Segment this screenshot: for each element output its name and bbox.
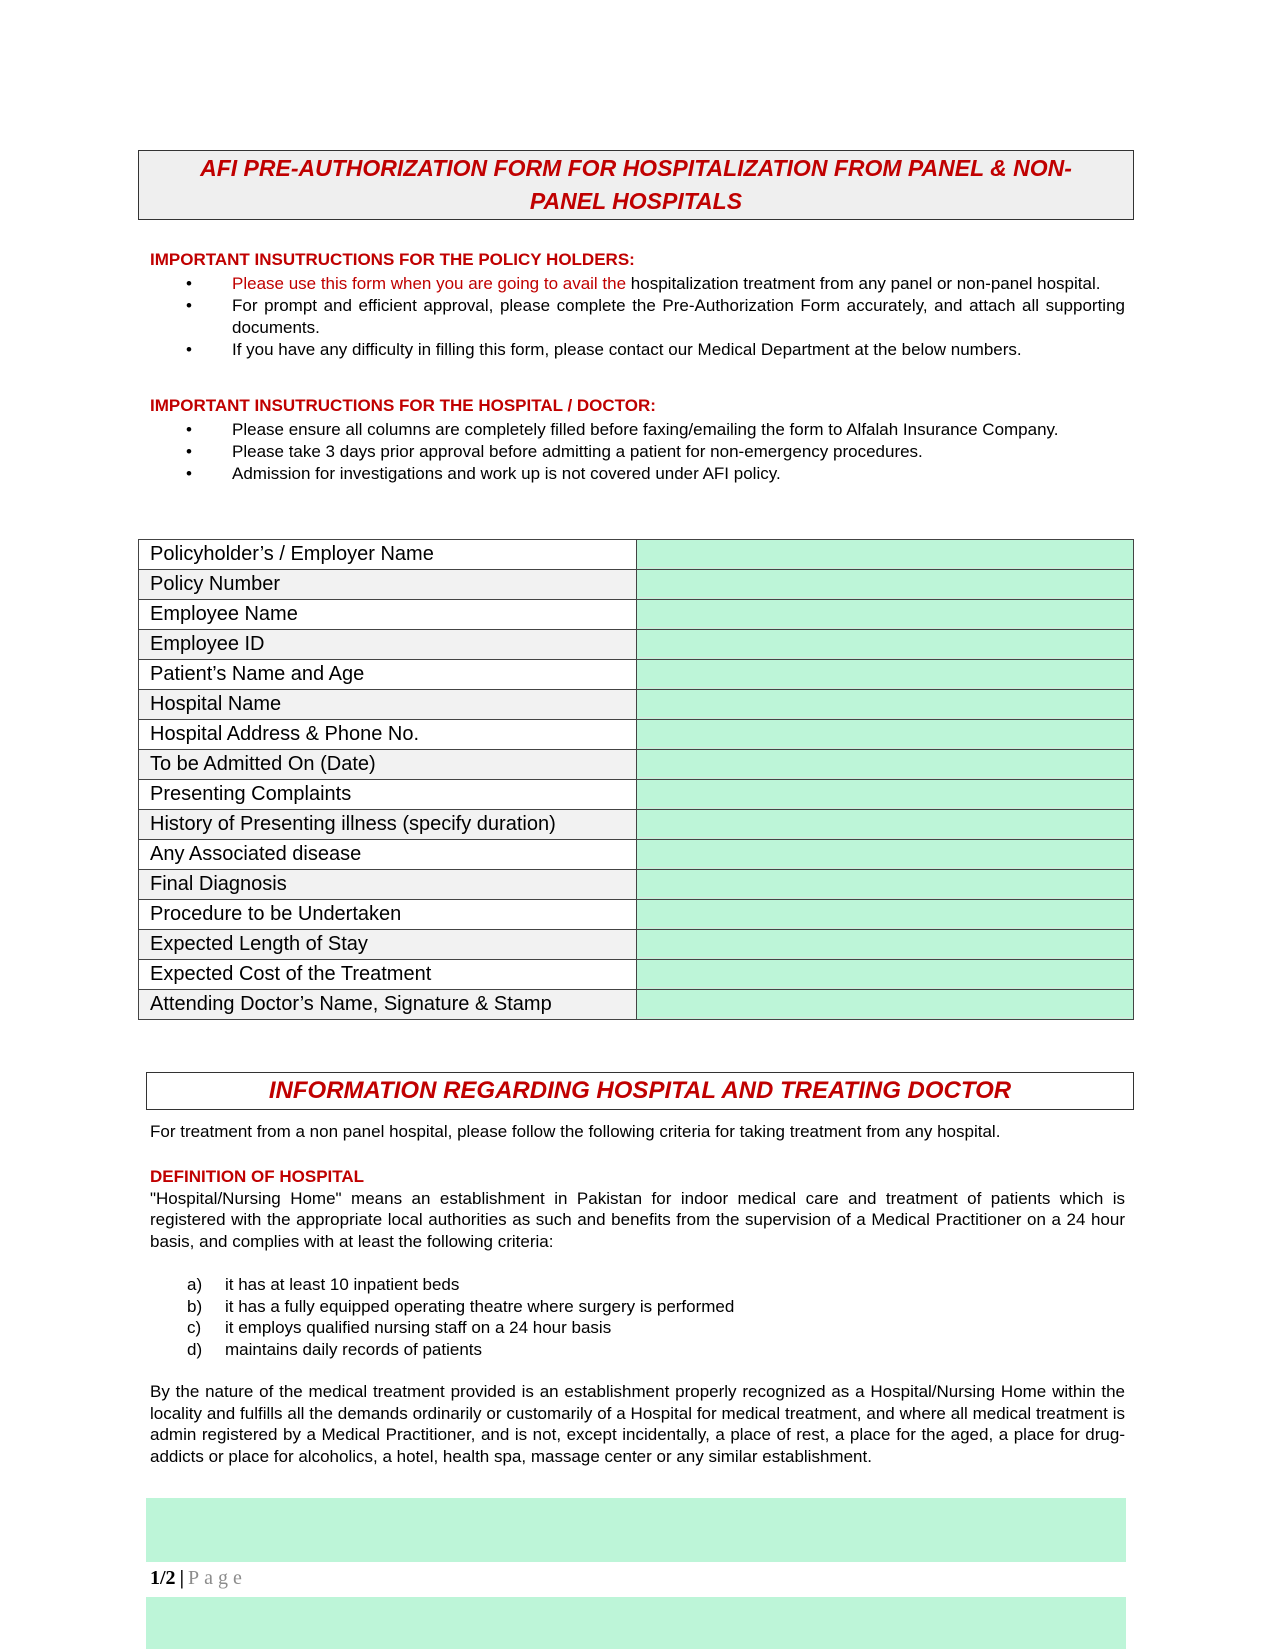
hospital-doctor-heading: IMPORTANT INSUTRUCTIONS FOR THE HOSPITAL / DOCTOR:	[150, 396, 656, 415]
green-fill-area-bottom[interactable]	[146, 1597, 1126, 1649]
field-input[interactable]	[637, 570, 1134, 600]
criteria-text: it has at least 10 inpatient beds	[225, 1275, 460, 1294]
field-label: Attending Doctor’s Name, Signature & Stamp	[139, 990, 637, 1020]
field-input[interactable]	[637, 840, 1134, 870]
field-input[interactable]	[637, 870, 1134, 900]
criteria-text: maintains daily records of patients	[225, 1339, 483, 1359]
field-label: Hospital Address & Phone No.	[139, 720, 637, 750]
table-row	[139, 630, 1134, 660]
list-item	[150, 1317, 1050, 1339]
table-row	[139, 720, 1134, 750]
policy-holders-list	[150, 273, 1125, 361]
field-label: Any Associated disease	[139, 840, 637, 870]
field-input[interactable]	[637, 720, 1134, 750]
hospital-doctor-instructions	[150, 395, 1125, 485]
list-item	[150, 273, 1125, 295]
field-label: Procedure to be Undertaken	[139, 900, 637, 930]
table-row	[139, 750, 1134, 780]
field-label: Policyholder’s / Employer Name	[139, 540, 637, 570]
field-input[interactable]	[637, 960, 1134, 990]
bullet-icon: •	[186, 442, 192, 461]
list-letter: b)	[187, 1296, 203, 1316]
field-label: To be Admitted On (Date)	[139, 750, 637, 780]
instruction-text: If you have any difficulty in filling this form, please contact our Medical Department at the below numbers.	[232, 340, 1022, 359]
table-row	[139, 840, 1134, 870]
table-row	[139, 540, 1134, 570]
criteria-text: it has a fully equipped operating theatre where surgery is performed	[225, 1296, 735, 1316]
table-row	[139, 960, 1134, 990]
instruction-text: For prompt and efficient approval, please complete the Pre-Authorization Form accurately, and attach all supporting documents.	[232, 296, 1125, 337]
instruction-text-red: Please use this form when you are going to avail the	[232, 274, 627, 293]
page-word: Page	[187, 1567, 247, 1589]
policy-holders-heading: IMPORTANT INSUTRUCTIONS FOR THE POLICY HOLDERS:	[150, 250, 635, 269]
field-input[interactable]	[637, 780, 1134, 810]
table-row	[139, 690, 1134, 720]
page-footer	[150, 1567, 247, 1590]
list-item	[150, 295, 1125, 339]
bullet-icon: •	[186, 296, 192, 315]
field-label: Employee ID	[139, 630, 637, 660]
field-label: Final Diagnosis	[139, 870, 637, 900]
field-input[interactable]	[637, 600, 1134, 630]
bullet-icon: •	[186, 464, 192, 483]
policy-holders-instructions	[150, 249, 1125, 361]
table-row	[139, 810, 1134, 840]
list-letter: c)	[187, 1318, 202, 1337]
field-input[interactable]	[637, 990, 1134, 1020]
bullet-icon: •	[186, 420, 192, 439]
info-intro: For treatment from a non panel hospital, please follow the following criteria for taking treatment from any hospital.	[150, 1122, 1001, 1141]
green-fill-area[interactable]	[146, 1498, 1126, 1562]
closing-paragraph: By the nature of the medical treatment provided is an establishment properly recognized as a Hospital/Nursing Home within the locality and fulfills all the demands ordinarily or customarily of a Hospital for medical treatment, and where all medical treatment is admin registered by a Medical Practitioner, and is not, except incidentally, a place of rest, a place for the aged, a place for drug-addicts or place for alcoholics, a hotel, health spa, massage center or any similar establishment.	[150, 1382, 1125, 1466]
list-item	[150, 463, 1125, 485]
field-input[interactable]	[637, 750, 1134, 780]
hospital-doctor-list	[150, 419, 1125, 485]
field-input[interactable]	[637, 540, 1134, 570]
instruction-text: hospitalization treatment from any panel or non-panel hospital.	[626, 274, 1101, 293]
list-letter: a)	[187, 1275, 203, 1294]
table-row	[139, 570, 1134, 600]
table-row	[139, 780, 1134, 810]
footer-separator: |	[179, 1567, 184, 1589]
list-item	[150, 419, 1125, 441]
info-title: INFORMATION REGARDING HOSPITAL AND TREATING DOCTOR	[268, 1077, 1012, 1104]
bullet-icon: •	[186, 274, 192, 293]
table-row	[139, 900, 1134, 930]
field-input[interactable]	[637, 930, 1134, 960]
list-item	[150, 339, 1125, 361]
definition-heading: DEFINITION OF HOSPITAL	[150, 1167, 365, 1186]
table-row	[139, 660, 1134, 690]
instruction-text: Please ensure all columns are completely filled before faxing/emailing the form to Alfalah Insurance Company.	[232, 420, 1059, 439]
field-label: Hospital Name	[139, 690, 637, 720]
bullet-icon: •	[186, 340, 192, 359]
table-row	[139, 870, 1134, 900]
field-label: Presenting Complaints	[139, 780, 637, 810]
pre-authorization-form-table	[138, 539, 1134, 1020]
criteria-list	[150, 1274, 1050, 1360]
list-item	[150, 1296, 1050, 1318]
definition-text: "Hospital/Nursing Home" means an establishment in Pakistan for indoor medical care and treatment of patients which is registered with the appropriate local authorities as such and benefits from the supervision of a Medical Practitioner on a 24 hour basis, and complies with at least the following criteria:	[150, 1188, 1125, 1251]
instruction-text: Please take 3 days prior approval before admitting a patient for non-emergency procedures.	[232, 442, 923, 461]
field-label: Patient’s Name and Age	[139, 660, 637, 690]
form-title: AFI PRE-AUTHORIZATION FORM FOR HOSPITALIZATION FROM PANEL & NON-PANEL HOSPITALS	[200, 155, 1072, 214]
instruction-text: Admission for investigations and work up is not covered under AFI policy.	[232, 464, 781, 483]
field-input[interactable]	[637, 900, 1134, 930]
table-row	[139, 600, 1134, 630]
table-row	[139, 930, 1134, 960]
form-title-box	[138, 150, 1134, 220]
list-letter: d)	[187, 1339, 203, 1359]
table-row	[139, 990, 1134, 1020]
field-label: History of Presenting illness (specify duration)	[139, 810, 637, 840]
field-label: Expected Length of Stay	[139, 930, 637, 960]
list-item	[150, 1339, 1050, 1361]
field-label: Employee Name	[139, 600, 637, 630]
hospital-definition	[150, 1166, 1125, 1252]
page-number: 1/2	[150, 1567, 176, 1589]
field-input[interactable]	[637, 810, 1134, 840]
field-label: Expected Cost of the Treatment	[139, 960, 637, 990]
field-input[interactable]	[637, 630, 1134, 660]
field-input[interactable]	[637, 660, 1134, 690]
list-item	[150, 441, 1125, 463]
info-title-box	[146, 1072, 1134, 1110]
criteria-text: it employs qualified nursing staff on a 24 hour basis	[225, 1318, 612, 1337]
field-input[interactable]	[637, 690, 1134, 720]
list-item	[150, 1274, 1050, 1296]
field-label: Policy Number	[139, 570, 637, 600]
